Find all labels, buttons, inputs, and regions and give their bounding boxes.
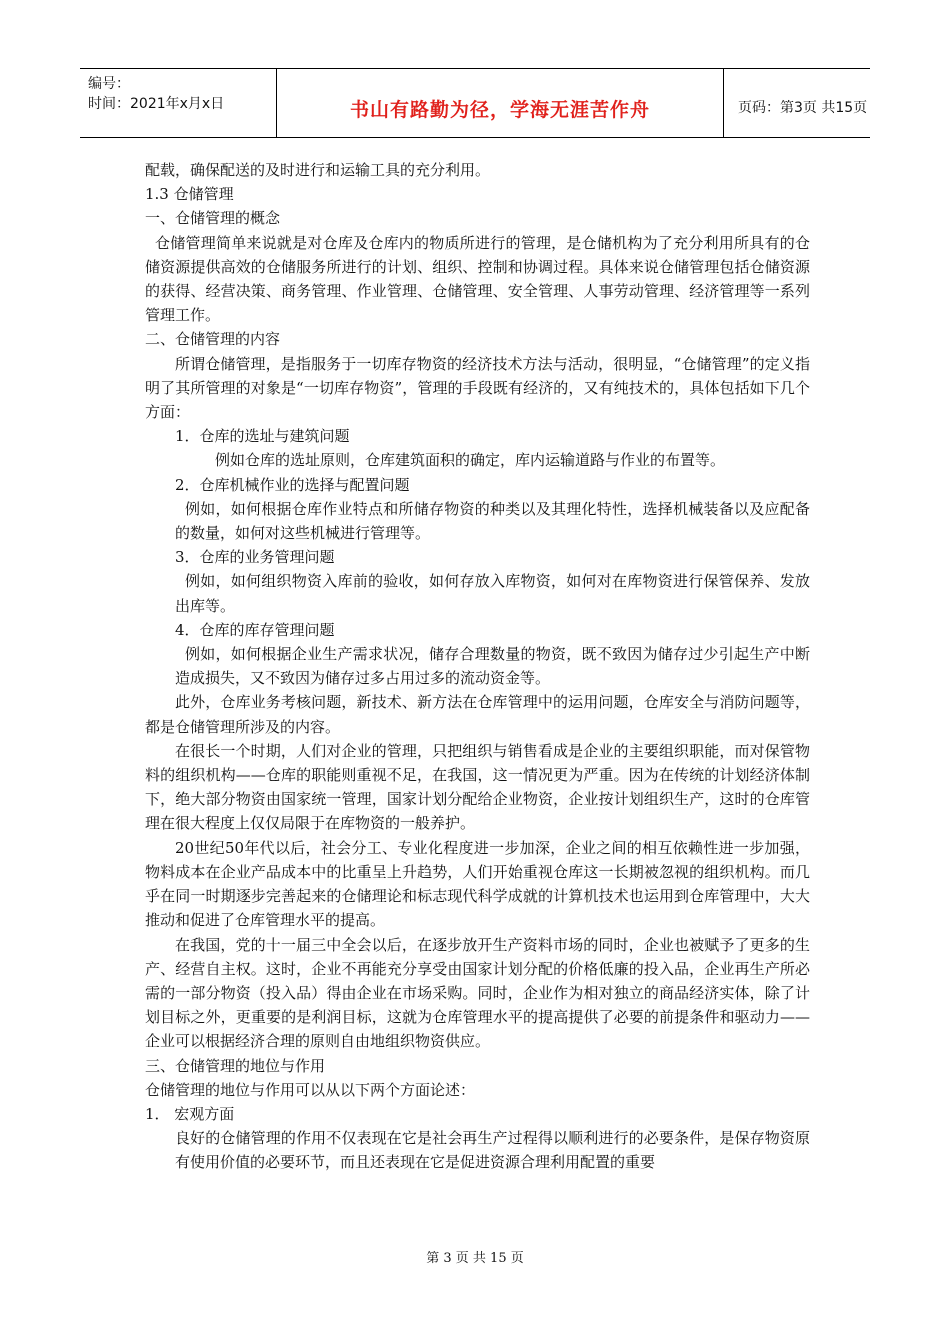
paragraph: 所谓仓储管理，是指服务于一切库存物资的经济技术方法与活动，很明显，“仓储管理”的定义指明了其所管理的对象是“一切库存物资”，管理的手段既有经济的，又有纯技术的，具体包括如下几个方面： xyxy=(145,354,810,422)
motto-text: 书山有路勤为径，学海无涯苦作舟 xyxy=(349,99,650,121)
header-meta-cell xyxy=(80,69,277,137)
paragraph: 仓储管理简单来说就是对仓库及仓库内的物质所进行的管理，是仓储机构为了充分利用所具有的仓储资源提供高效的仓储服务所进行的计划、组织、控制和协调过程。具体来说仓储管理包括仓储资源的获得、经营决策、商务管理、作业管理、仓储管理、安全管理、人事劳动管理、经济管理等一系列管理工作。 xyxy=(145,233,810,325)
header-page-cell xyxy=(724,69,870,137)
paragraph: 在很长一个时期，人们对企业的管理，只把组织与销售看成是企业的主要组织职能，而对保管物料的组织机构——仓库的职能则重视不足，在我国，这一情况更为严重。因为在传统的计划经济体制下，绝大部分物资由国家统一管理，国家计划分配给企业物资，企业按计划组织生产，这时的仓库管理在很大程度上仅仅局限于在库物资的一般养护。 xyxy=(145,741,810,833)
paragraph: 4．仓库的库存管理问题 xyxy=(175,620,335,639)
page-header xyxy=(80,68,870,138)
paragraph: 1．仓库的选址与建筑问题 xyxy=(175,427,350,446)
header-motto-cell xyxy=(277,69,724,137)
paragraph: 3．仓库的业务管理问题 xyxy=(175,548,335,567)
paragraph: 二、仓储管理的内容 xyxy=(145,330,281,349)
paragraph: 在我国，党的十一届三中全会以后，在逐步放开生产资料市场的同时，企业也被赋予了更多的生产、经营自主权。这时，企业不再能充分享受由国家计划分配的价格低廉的投入品，企业再生产所必需的一部分物资（投入品）得由企业在市场采购。同时，企业作为相对独立的商品经济实体，除了计划目标之外，更重要的是利润目标，这就为仓库管理水平的提高提供了必要的前提条件和驱动力——企业可以根据经济合理的原则自由地组织物资供应。 xyxy=(145,935,810,1051)
document-number: 编号： xyxy=(88,76,130,92)
footer-page-number: 第 3 页 共 15 页 xyxy=(426,1251,524,1266)
paragraph: 1.3 仓储管理 xyxy=(145,185,234,204)
paragraph: 一、仓储管理的概念 xyxy=(145,209,281,228)
paragraph: 例如，如何根据仓库作业特点和所储存物资的种类以及其理化特性，选择机械装备以及应配备的数量，如何对这些机械进行管理等。 xyxy=(175,499,810,543)
header-page-number: 页码：第3页 共15页 xyxy=(738,100,868,116)
paragraph: 此外，仓库业务考核问题，新技术、新方法在仓库管理中的运用问题，仓库安全与消防问题等，都是仓储管理所涉及的内容。 xyxy=(145,693,810,736)
paragraph: 20世纪50年代以后，社会分工、专业化程度进一步加深，企业之间的相互依赖性进一步加强，物料成本在企业产品成本中的比重呈上升趋势，人们开始重视仓库这一长期被忽视的组织机构。而几乎在同一时期逐步完善起来的仓储理论和标志现代科学成就的计算机技术也运用到仓库管理中，大大推动和促进了仓库管理水平的提高。 xyxy=(145,838,810,930)
paragraph: 例如，如何根据企业生产需求状况，储存合理数量的物资，既不致因为储存过少引起生产中断造成损失，又不致因为储存过多占用过多的流动资金等。 xyxy=(175,645,810,688)
paragraph: 2．仓库机械作业的选择与配置问题 xyxy=(175,475,410,494)
document-date: 时间：2021年x月x日 xyxy=(88,96,225,112)
paragraph: 配载，确保配送的及时进行和运输工具的充分利用。 xyxy=(145,161,491,179)
document-body xyxy=(145,158,810,1175)
page-footer xyxy=(0,1247,950,1266)
paragraph: 仓储管理的地位与作用可以从以下两个方面论述： xyxy=(145,1080,476,1099)
paragraph: 1． 宏观方面 xyxy=(145,1104,235,1123)
paragraph: 例如仓库的选址原则，仓库建筑面积的确定，库内运输道路与作业的布置等。 xyxy=(215,451,726,470)
paragraph: 良好的仓储管理的作用不仅表现在它是社会再生产过程得以顺利进行的必要条件，是保存物资原有使用价值的必要环节，而且还表现在它是促进资源合理利用配置的重要 xyxy=(175,1129,810,1172)
paragraph: 三、仓储管理的地位与作用 xyxy=(145,1056,326,1075)
paragraph: 例如，如何组织物资入库前的验收，如何存放入库物资，如何对在库物资进行保管保养、发放出库等。 xyxy=(175,572,810,615)
